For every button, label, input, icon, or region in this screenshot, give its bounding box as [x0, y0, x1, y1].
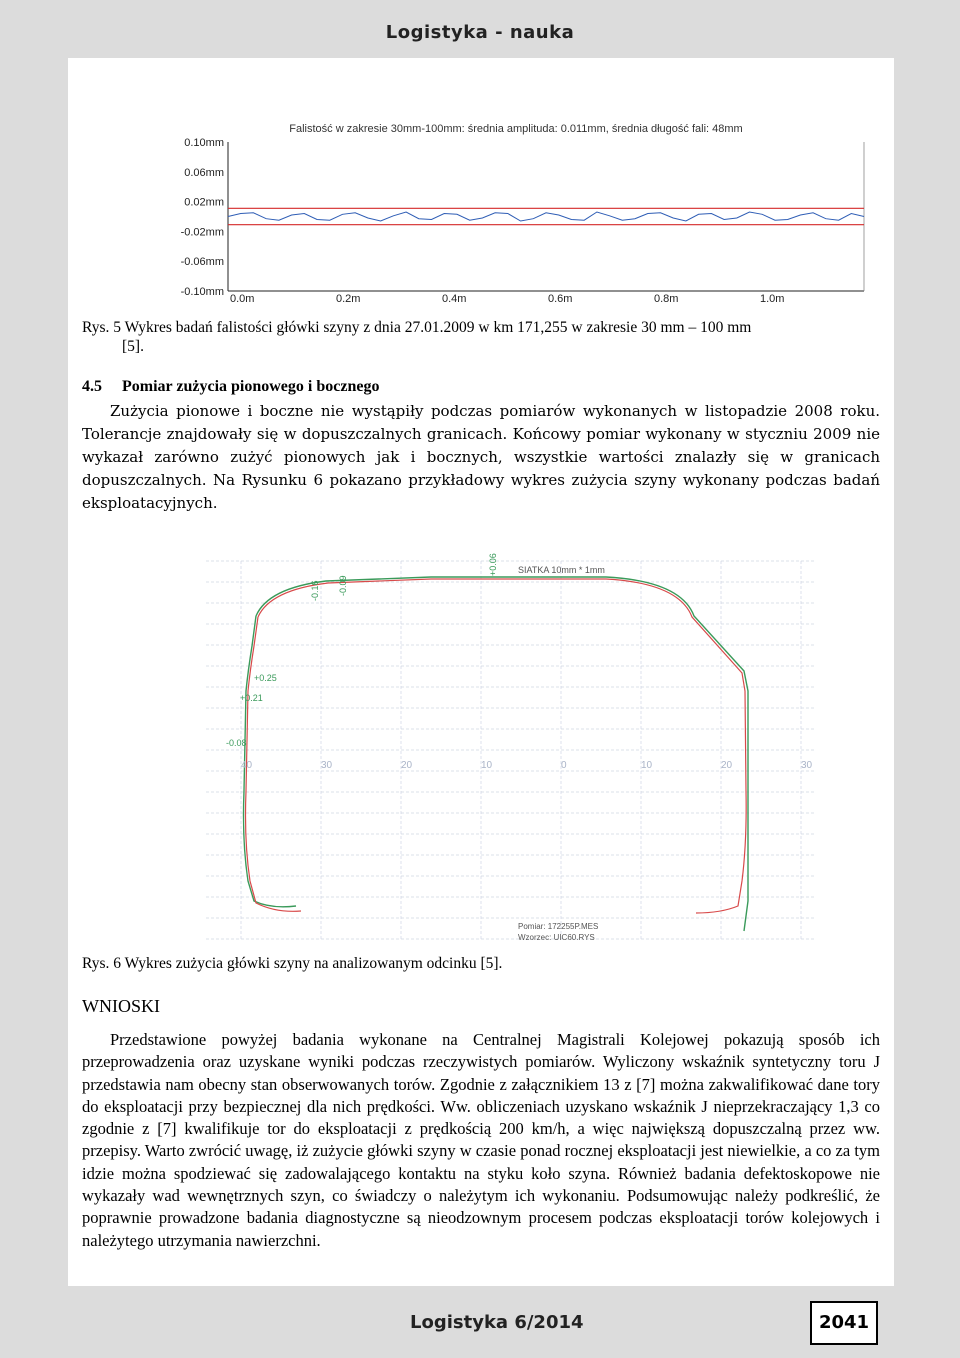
axis-tick-label: 40 — [241, 760, 253, 771]
top-label-1: +0.06 — [488, 553, 498, 576]
caption-line-1: Rys. 5 Wykres badań falistości główki szyny z dnia 27.01.2009 w km 171,255 w zakresie 30 mm – 100 mm — [82, 319, 752, 336]
x-tick-label: 0.0m — [230, 293, 255, 303]
legend-line-2: Wzorzec: UIC60.RYS — [518, 933, 595, 942]
legend-line-1: Pomiar: 172255P.MES — [518, 922, 599, 931]
x-tick-label: 0.8m — [654, 293, 679, 303]
section-paragraph — [82, 400, 880, 515]
y-tick-label: 0.10mm — [184, 137, 224, 149]
page-number: 2041 — [810, 1301, 878, 1345]
y-tick-label: 0.06mm — [184, 166, 224, 179]
axis-tick-label: 10 — [641, 760, 653, 771]
y-tick-label: -0.06mm — [180, 256, 224, 269]
caption-line-2: [5]. — [122, 338, 144, 355]
section-number: 4.5 — [82, 378, 102, 395]
axis-tick-label: 0 — [561, 760, 567, 771]
section-title: Pomiar zużycia pionowego i bocznego — [122, 378, 380, 395]
profile-labels — [226, 553, 605, 942]
reference-profile-line — [258, 579, 746, 913]
x-tick-label: 0.4m — [442, 293, 467, 303]
paragraph-text: Zużycia pionowe i boczne nie wystąpiły podczas pomiarów wykonanych w listopadzie 2008 roku. Tolerancje znajdowały się w dopuszczalnych granicach. Końcowy pomiar wykonany w styczniu 2009 nie wykazał zarówno zużyć pionowych jak i bocznych, wszystkie wartości znalazły się w granicach dopuszczalnych. Na Rysunku 6 pokazano przykładowy wykres zużycia szyny wykonany podczas badań eksploatacyjnych. — [82, 402, 880, 512]
grid-label: SIATKA 10mm * 1mm — [518, 565, 605, 575]
top-label-2: -0.16 — [310, 580, 320, 601]
side-label-1: +0.25 — [254, 673, 277, 683]
axis-tick-label: 10 — [481, 760, 493, 771]
figure-2-caption: Rys. 6 Wykres zużycia główki szyny na analizowanym odcinku [5]. — [82, 955, 503, 972]
measured-profile-line — [256, 577, 748, 931]
axis-tick-label: 20 — [401, 760, 413, 771]
section-heading — [82, 378, 379, 396]
axis-tick-label: 30 — [801, 760, 813, 771]
x-tick-label: 0.6m — [548, 293, 573, 303]
reference-profile-line-left — [246, 617, 302, 911]
waviness-series-line — [228, 212, 864, 221]
side-label-2: +0.21 — [240, 693, 263, 703]
profile-axis-ticks — [241, 760, 813, 771]
y-tick-label: 0.02mm — [184, 196, 224, 209]
measured-profile — [244, 577, 749, 931]
figure-1-caption — [82, 318, 882, 356]
page-sheet — [68, 58, 894, 1286]
waviness-chart — [146, 68, 866, 303]
reference-profile — [246, 579, 747, 913]
side-label-3: -0.08 — [226, 738, 247, 748]
conclusions-text: Przedstawione powyżej badania wykonane na Centralnej Magistrali Kolejowej pokazują sposób ich przeprowadzenia oraz uzyskane wyniki podczas rzeczywistych pomiarów. Wyliczony wskaźnik syntetyczny toru J przedstawia nam obecny stan obserwowanych torów. Zgodnie z załącznikiem 13 z [7] można zakwalifikować dane tory do eksploatacji przy bezpiecznej dla nich prędkości. Ww. obliczeniach uzyskano wskaźnik J nieprzekraczający 1,3 co zgodnie z [7] kwalifikuje tor do eksploatacji z prędkością 200 km/h, a więc największą dopuszczalną przez ww. przepisy. Warto zwrócić uwagę, iż zużycie główki szyny w czasie ponad rocznej eksploatacji jest niewielkie, a co za tym idzie można spodziewać się zadowalającego kontaktu na styku koło szyna. Również badania defektoskopowe nie wykazały wad wewnętrznych szyn, co świadczy o należytym ich wykonaniu. Podsumowując należy podkreślić, że poprawnie prowadzone badania diagnostyczne są nieodzownym procesem podczas eksploatacji torów kolejowych i należytego utrzymania nawierzchni. — [82, 1030, 880, 1250]
top-label-3: -0.09 — [338, 575, 348, 596]
conclusions-heading: WNIOSKI — [82, 996, 160, 1016]
rail-wear-profile-chart — [136, 541, 826, 946]
profile-grid — [206, 561, 826, 939]
axis-tick-label: 30 — [321, 760, 333, 771]
y-tick-label: -0.10mm — [180, 286, 224, 298]
y-tick-label: -0.02mm — [180, 226, 224, 239]
conclusions-paragraph — [82, 1029, 880, 1252]
axis-tick-label: 20 — [721, 760, 733, 771]
journal-footer: Logistyka 6/2014 — [410, 1312, 584, 1333]
chart-title: Falistość w zakresie 30mm-100mm: średnia amplituda: 0.011mm, średnia długość fali: 48mm — [289, 123, 743, 135]
x-tick-label: 1.0m — [760, 293, 785, 303]
running-header: Logistyka - nauka — [385, 22, 575, 43]
x-tick-label: 0.2m — [336, 293, 361, 303]
